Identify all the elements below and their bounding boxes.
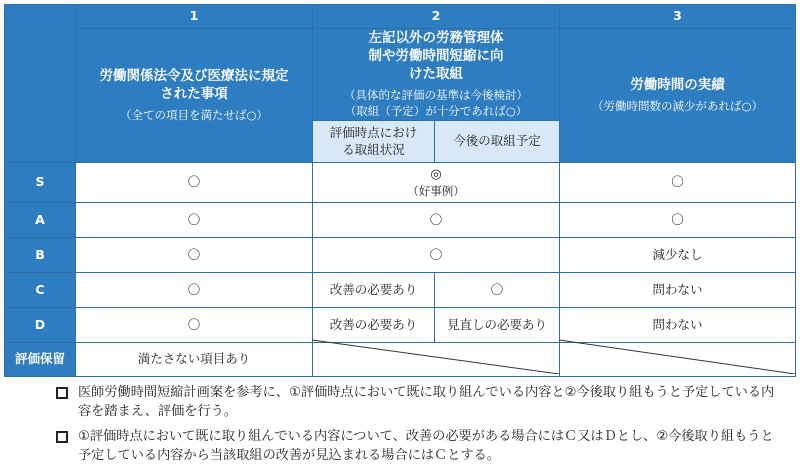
row-B bbox=[5, 238, 796, 273]
col1-title: 労働関係法令及び医療法に規定された事項 bbox=[99, 67, 289, 103]
col3-title: 労働時間の実績 bbox=[630, 77, 725, 94]
cell-B-3: 減少なし bbox=[560, 238, 796, 273]
row-label-A: A bbox=[5, 203, 76, 238]
row-S bbox=[5, 163, 796, 203]
cell-S-2-note: （好事例） bbox=[407, 183, 465, 198]
col-number-3: 3 bbox=[560, 5, 796, 29]
cell-hold-1: 満たさない項目あり bbox=[76, 343, 313, 377]
cell-A-2: 〇 bbox=[313, 203, 560, 238]
cell-D-1: 〇 bbox=[76, 308, 313, 343]
cell-C-3: 問わない bbox=[560, 273, 796, 308]
cell-C-1: 〇 bbox=[76, 273, 313, 308]
row-C bbox=[5, 273, 796, 308]
note-text-2: ①評価時点において既に取り組んでいる内容について、改善の必要がある場合にはＣ又はＤとし、②今後取り組もうと予定している内容から当該取組の改善が見込まれる場合にはＣとする。 bbox=[78, 429, 774, 463]
col-number-1: 1 bbox=[76, 5, 313, 29]
col2-subtitle-2: （取組（予定）が十分であれば○） bbox=[344, 104, 528, 119]
square-bullet-icon bbox=[56, 387, 68, 399]
cell-D-2b: 見直しの必要あり bbox=[435, 308, 560, 343]
cell-S-2 bbox=[313, 163, 560, 203]
col3-subtitle: （労働時間数の減少があれば○） bbox=[591, 99, 764, 114]
col2-sub-header-plan: 今後の取組予定 bbox=[435, 121, 560, 163]
cell-S-2-mark: ◎ bbox=[430, 166, 442, 182]
cell-B-2: 〇 bbox=[313, 238, 560, 273]
cell-D-2a: 改善の必要あり bbox=[313, 308, 435, 343]
cell-D-3: 問わない bbox=[560, 308, 796, 343]
cell-B-1: 〇 bbox=[76, 238, 313, 273]
cell-hold-3-empty bbox=[560, 343, 796, 377]
col2-sub-header-current: 評価時点における取組状況 bbox=[313, 121, 435, 163]
cell-C-2a: 改善の必要あり bbox=[313, 273, 435, 308]
col1-header bbox=[76, 29, 313, 163]
note-text-1: 医師労働時間短縮計画案を参考に、①評価時点において既に取り組んでいる内容と②今後取り組もうと予定している内容を踏まえ、評価を行う。 bbox=[78, 385, 775, 419]
row-label-B: B bbox=[5, 238, 76, 273]
cell-S-1: 〇 bbox=[76, 163, 313, 203]
row-label-S: S bbox=[5, 163, 76, 203]
cell-C-2b: 〇 bbox=[435, 273, 560, 308]
cell-A-1: 〇 bbox=[76, 203, 313, 238]
note-item bbox=[56, 383, 776, 421]
note-item bbox=[56, 427, 776, 465]
square-bullet-icon bbox=[56, 431, 68, 443]
notes bbox=[56, 383, 776, 471]
row-label-C: C bbox=[5, 273, 76, 308]
col2-header bbox=[313, 29, 560, 121]
col1-subtitle: （全ての項目を満たせば○） bbox=[119, 108, 269, 123]
row-label-D: D bbox=[5, 308, 76, 343]
col-number-2: 2 bbox=[313, 5, 560, 29]
corner-cell bbox=[5, 5, 76, 163]
cell-hold-2-empty bbox=[313, 343, 560, 377]
cell-A-3: 〇 bbox=[560, 203, 796, 238]
col2-subtitle-1: （具体的な評価の基準は今後検討） bbox=[344, 87, 528, 102]
row-hold bbox=[5, 343, 796, 377]
row-D bbox=[5, 308, 796, 343]
evaluation-table bbox=[4, 4, 796, 377]
evaluation-table-area bbox=[4, 4, 796, 374]
row-A bbox=[5, 203, 796, 238]
col2-title: 左記以外の労務管理体制や労働時間短縮に向けた取組 bbox=[368, 30, 504, 83]
row-label-hold: 評価保留 bbox=[5, 343, 76, 377]
col3-header bbox=[560, 29, 796, 163]
cell-S-3: 〇 bbox=[560, 163, 796, 203]
